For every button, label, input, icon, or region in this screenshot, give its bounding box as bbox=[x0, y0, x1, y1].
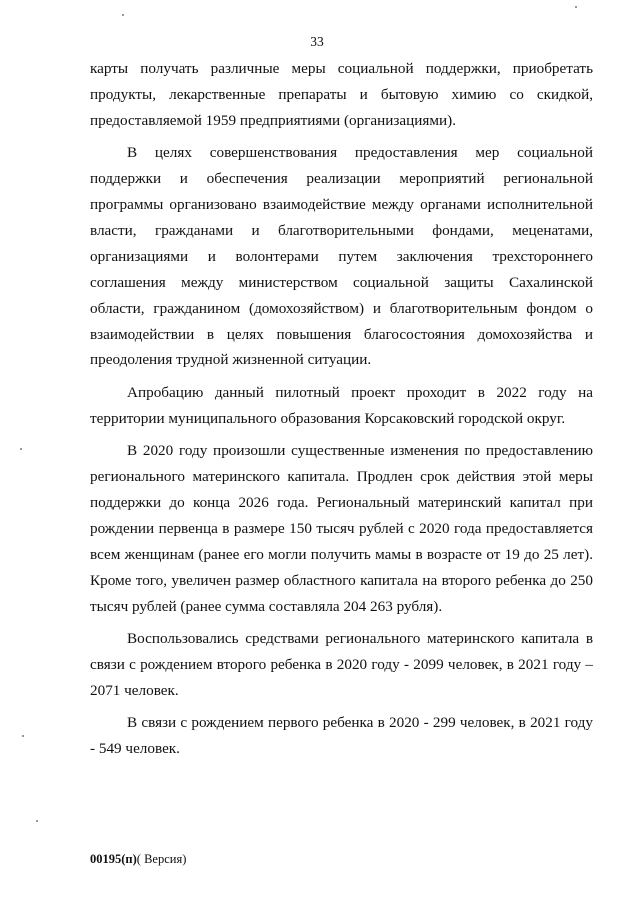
scan-speck bbox=[36, 820, 38, 822]
paragraph-3: Апробацию данный пилотный проект проходит в 2022 году на территории муниципального образования Корсаковский городской округ. bbox=[90, 383, 593, 427]
paragraph-1: карты получать различные меры социальной поддержки, приобретать продукты, лекарственные препараты и бытовую химию со скидкой, предоставляемой 1959 предприятиями (организациями). bbox=[90, 60, 593, 129]
scan-speck bbox=[20, 448, 22, 450]
paragraph-5: Воспользовались средствами регионального материнского капитала в связи с рождением второго ребенка в 2020 году - 2099 человек, в 2021 году – 2071 человек. bbox=[90, 630, 593, 699]
scan-speck bbox=[22, 735, 24, 737]
page-number: 33 bbox=[310, 34, 324, 49]
scan-speck bbox=[122, 14, 124, 16]
scan-speck bbox=[575, 6, 577, 8]
document-code: 00195(п) bbox=[90, 852, 137, 866]
document-footer bbox=[90, 852, 186, 867]
paragraph-6: В связи с рождением первого ребенка в 2020 - 299 человек, в 2021 году - 549 человек. bbox=[90, 714, 593, 758]
document-version: ( Версия) bbox=[136, 852, 187, 866]
paragraph-4: В 2020 году произошли существенные изменения по предоставлению регионального материнского капитала. Продлен срок действия этой меры поддержки до конца 2026 года. Региональный материнский капитал при рождении первенца в размере 150 тысяч рублей с 2020 года предоставляется всем женщинам (ранее его могли получить мамы в возрасте от 19 до 25 лет). Кроме того, увеличен размер областного капитала на второго ребенка до 250 тысяч рублей (ранее сумма составляла 204 263 рубля). bbox=[90, 442, 593, 615]
document-body bbox=[90, 56, 593, 769]
paragraph-2: В целях совершенствования предоставления мер социальной поддержки и обеспечения реализации мероприятий региональной программы организовано взаимодействие между органами исполнительной власти, гражданами и благотворительными фондами, меценатами, организациями и волонтерами путем заключения трехстороннего соглашения между министерством социальной защиты Сахалинской области, гражданином (домохозяйством) и благотворительным фондом о взаимодействии в целях повышения благосостояния домохозяйства и преодоления трудной жизненной ситуации. bbox=[90, 144, 593, 369]
